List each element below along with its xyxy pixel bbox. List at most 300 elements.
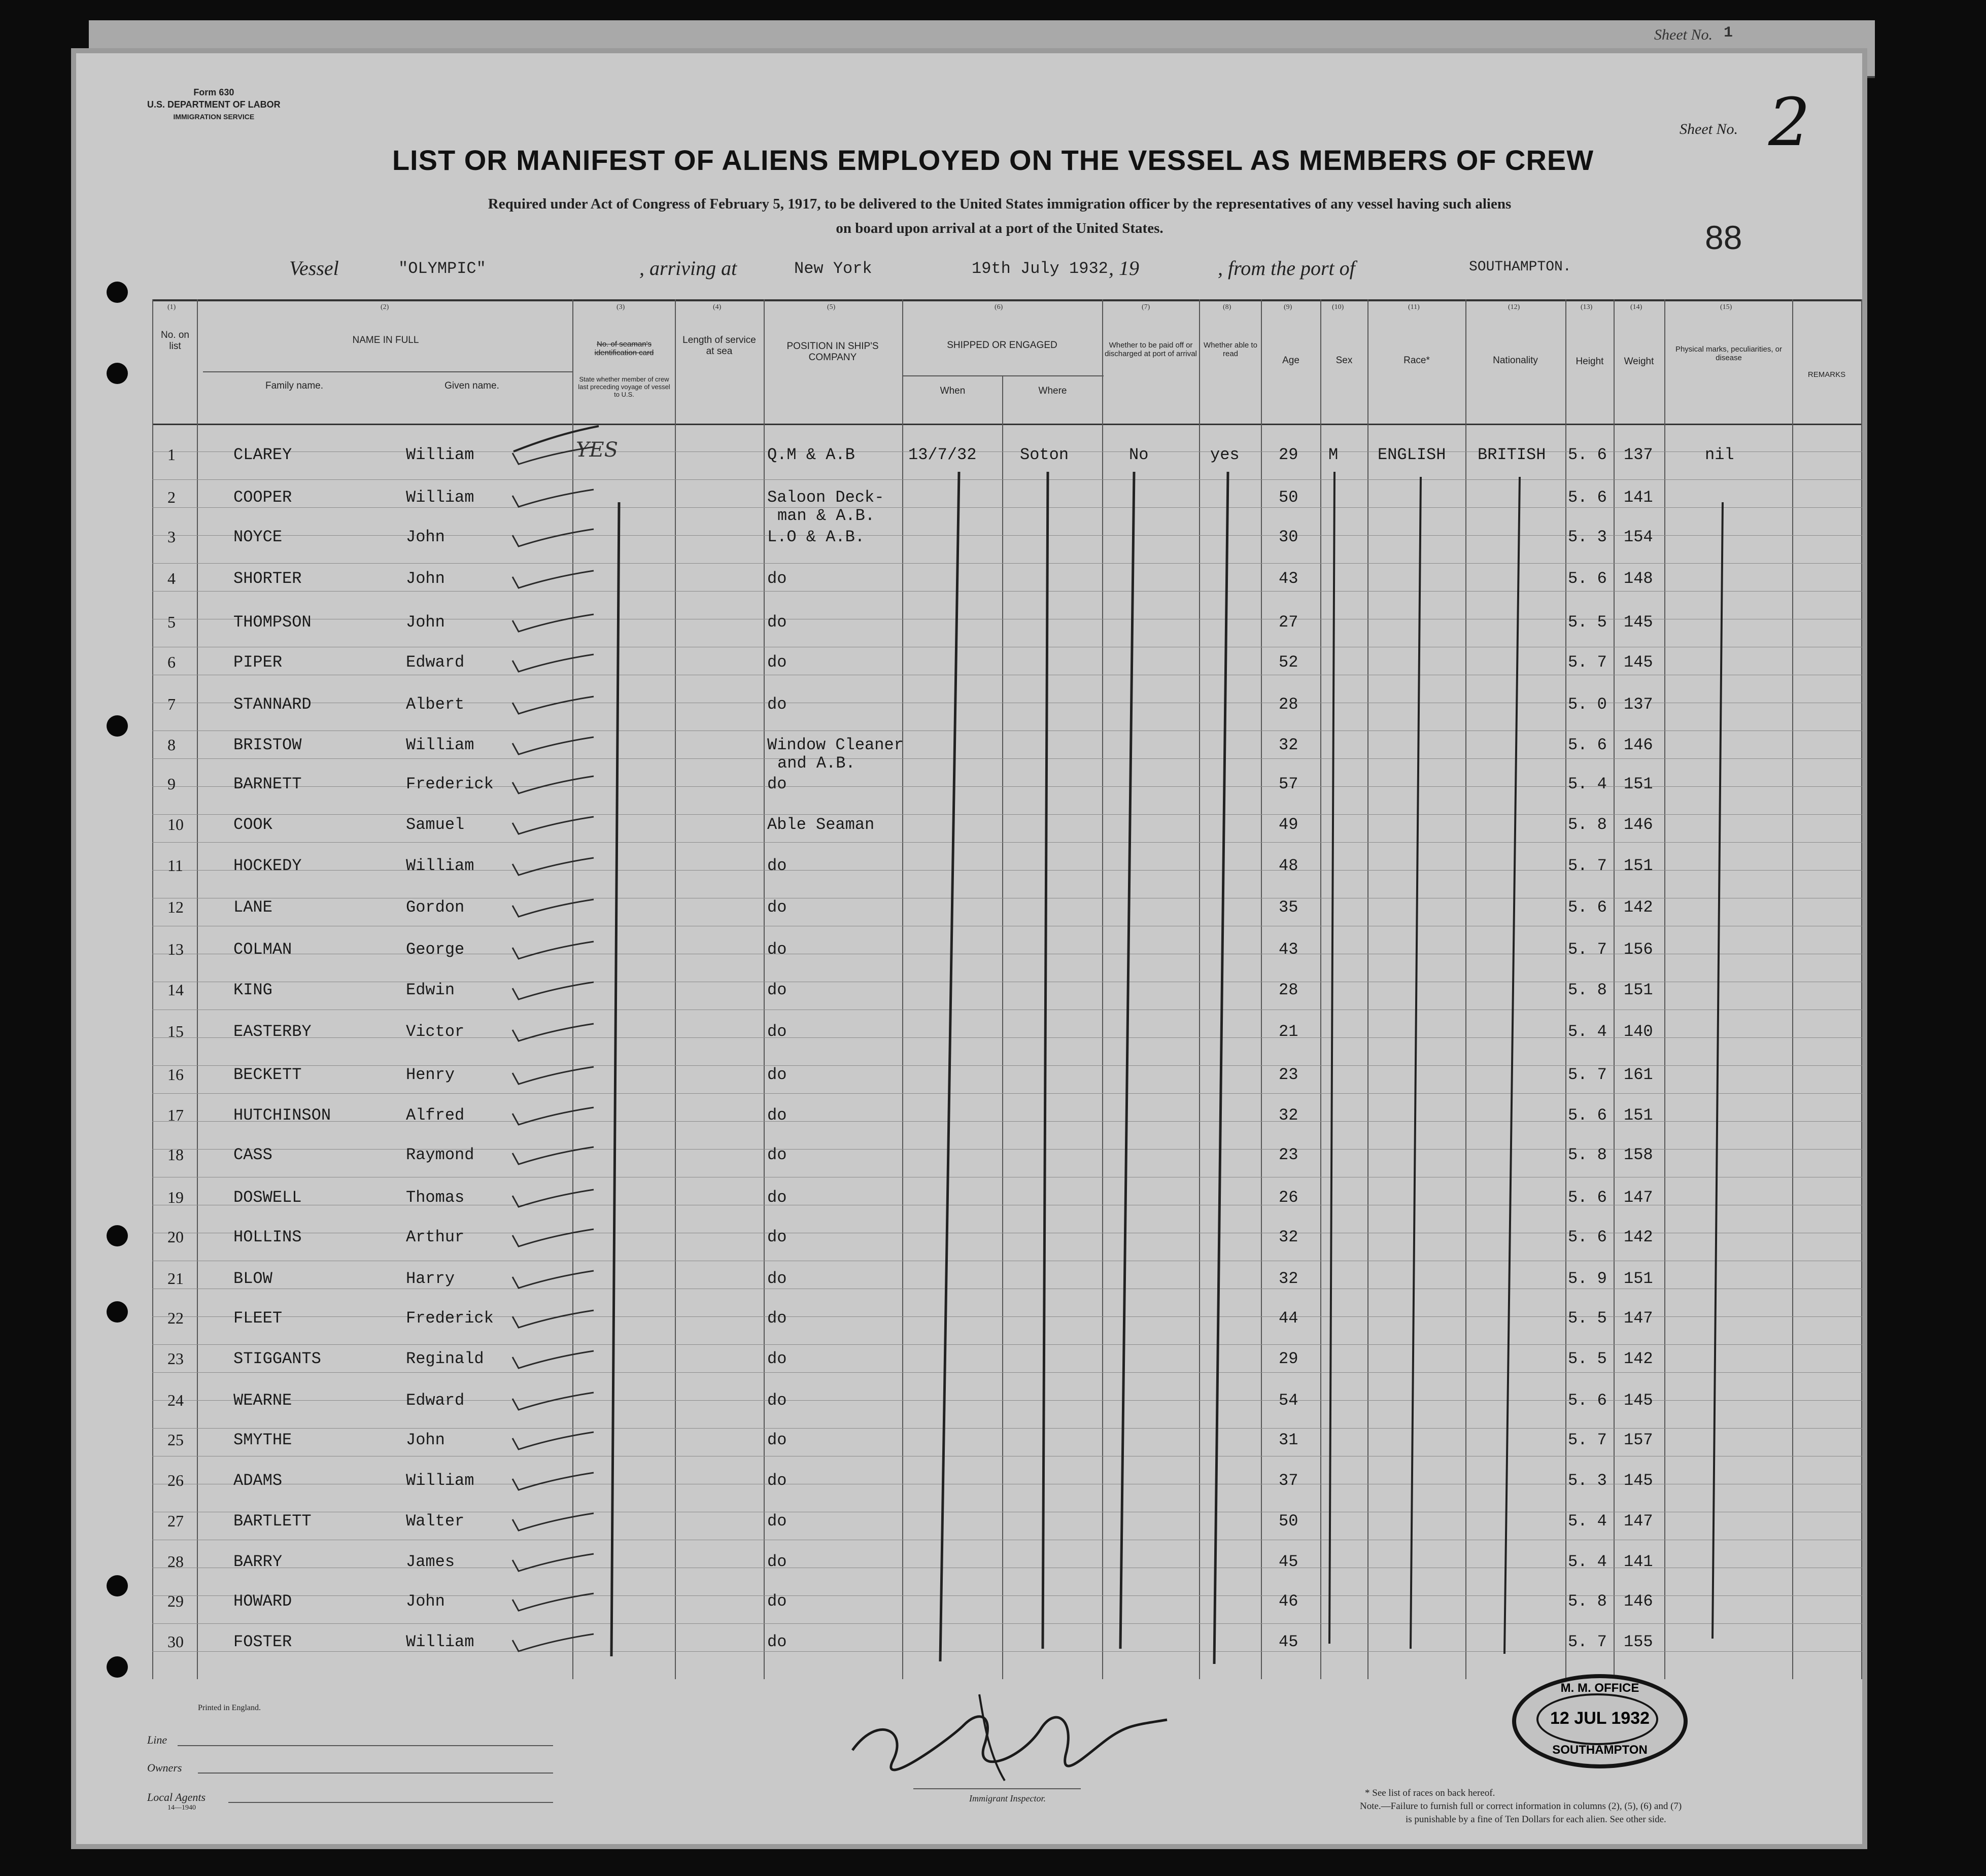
age: 57 [1279,775,1298,793]
binder-hole [107,1656,128,1678]
stamp-bottom-text: SOUTHAMPTON [1552,1743,1648,1757]
handwritten-annotation: 88 [1705,219,1742,256]
family-name: COLMAN [233,940,292,959]
header-height: Height [1576,356,1604,367]
given-name: John [406,1592,445,1611]
stamp-date: 12 JUL 1932 [1550,1709,1650,1728]
row-number: 5 [167,613,176,631]
header-able-to-read: Whether able to read [1204,341,1257,358]
height: 5. 4 [1568,1512,1607,1531]
family-name: COOK [233,815,272,834]
family-name: HOLLINS [233,1228,302,1246]
age: 50 [1279,1512,1298,1531]
age: 29 [1279,445,1298,464]
weight: 156 [1624,940,1653,959]
family-name: HUTCHINSON [233,1106,331,1125]
header-weight: Weight [1624,356,1654,367]
vessel-label: Vessel [289,257,339,280]
height: 5. 6 [1568,1228,1607,1246]
position: do [767,1512,787,1531]
given-name: Walter [406,1512,465,1531]
agents-rule [228,1802,553,1803]
family-name: DOSWELL [233,1188,302,1207]
position: do [767,613,787,632]
paid-off: No [1129,445,1149,464]
position: do [767,1269,787,1288]
age: 43 [1279,940,1298,959]
height: 5. 6 [1568,445,1607,464]
header-name-in-full: NAME IN FULL [352,335,419,345]
weight: 147 [1624,1512,1653,1531]
position: do [767,569,787,588]
height: 5. 8 [1568,1592,1607,1611]
family-name: SHORTER [233,569,302,588]
header-where: Where [1038,386,1067,396]
given-name: William [406,856,474,875]
subtitle-line-1: Required under Act of Congress of February 5, 1917, to be delivered to the United States immigration officer by the representatives of any vessel having such aliens [488,196,1512,212]
weight: 146 [1624,1592,1653,1611]
family-name: BARTLETT [233,1512,312,1531]
weight: 145 [1624,653,1653,672]
row-number: 4 [167,569,176,587]
age: 45 [1279,1632,1298,1651]
height: 5. 6 [1568,1106,1607,1125]
age: 26 [1279,1188,1298,1207]
age: 31 [1279,1431,1298,1449]
height: 5. 4 [1568,1552,1607,1571]
row-number: 3 [167,528,176,546]
position: do [767,1592,787,1611]
family-name: NOYCE [233,528,283,546]
colnum-7: (7) [1142,303,1150,311]
underlying-sheet-no-value: 1 [1723,24,1733,42]
weight: 148 [1624,569,1653,588]
weight: 151 [1624,775,1653,793]
inspector-rule [913,1788,1081,1789]
weight: 161 [1624,1065,1653,1084]
printed-in-england: Printed in England. [198,1704,261,1712]
height: 5. 8 [1568,815,1607,834]
height: 5. 3 [1568,528,1607,546]
position: do [767,1632,787,1651]
race-note: * See list of races on back hereof. [1365,1788,1495,1798]
row-number: 22 [167,1309,184,1327]
weight: 146 [1624,815,1653,834]
header-nationality: Nationality [1493,355,1538,366]
age: 32 [1279,736,1298,754]
height: 5. 0 [1568,695,1607,714]
stamp-top-text: M. M. OFFICE [1560,1681,1639,1695]
form-number: Form 630 [193,87,234,97]
position: do [767,1106,787,1125]
row-number: 18 [167,1145,184,1164]
age: 28 [1279,695,1298,714]
weight: 151 [1624,856,1653,875]
position: Able Seaman [767,815,875,834]
colnum-12: (12) [1508,303,1520,311]
weight: 154 [1624,528,1653,546]
height: 5. 7 [1568,1431,1607,1449]
height: 5. 7 [1568,653,1607,672]
given-name: John [406,528,445,546]
weight: 140 [1624,1022,1653,1041]
colnum-13: (13) [1581,303,1593,311]
height: 5. 8 [1568,981,1607,999]
weight: 137 [1624,445,1653,464]
given-name: Frederick [406,1309,494,1328]
age: 23 [1279,1145,1298,1164]
colnum-11: (11) [1408,303,1420,311]
given-name: Henry [406,1065,455,1084]
given-name: Alfred [406,1106,465,1125]
position: L.O & A.B. [767,528,865,546]
given-name: Edwin [406,981,455,999]
row-number: 10 [167,815,184,833]
row-number: 12 [167,898,184,916]
row-number: 8 [167,736,176,754]
weight: 141 [1624,488,1653,507]
position: do [767,1391,787,1410]
family-name: EASTERBY [233,1022,312,1041]
row-number: 30 [167,1632,184,1651]
position: Saloon Deck- [767,488,884,507]
age: 29 [1279,1349,1298,1368]
family-name: HOWARD [233,1592,292,1611]
underlying-sheet-no-label: Sheet No. [1654,26,1713,43]
given-name: William [406,445,474,464]
penalty-note-2: is punishable by a fine of Ten Dollars for each alien. See other side. [1406,1814,1666,1825]
age: 54 [1279,1391,1298,1410]
given-name: John [406,613,445,632]
height: 5. 8 [1568,1145,1607,1164]
age: 32 [1279,1269,1298,1288]
weight: 142 [1624,1228,1653,1246]
family-name: BARNETT [233,775,302,793]
family-name: WEARNE [233,1391,292,1410]
able-to-read: yes [1210,445,1240,464]
given-name: John [406,1431,445,1449]
colnum-6: (6) [995,303,1003,311]
colnum-5: (5) [827,303,836,311]
given-name: William [406,488,474,507]
position: do [767,1188,787,1207]
from-port: SOUTHAMPTON. [1469,259,1571,275]
position: do [767,653,787,672]
shipped-when: 13/7/32 [908,445,977,464]
family-name: BECKETT [233,1065,302,1084]
position-continued: man & A.B. [777,506,875,525]
age: 50 [1279,488,1298,507]
position: do [767,898,787,917]
height: 5. 5 [1568,1349,1607,1368]
previous-voyage-answer: YES [576,438,619,462]
arrival-date: 19th July 1932 [972,259,1108,278]
height: 5. 3 [1568,1471,1607,1490]
race: ENGLISH [1378,445,1446,464]
height: 5. 6 [1568,569,1607,588]
row-number: 28 [167,1552,184,1571]
row-number: 27 [167,1512,184,1530]
age: 30 [1279,528,1298,546]
position: do [767,1309,787,1328]
row-number: 1 [167,445,176,464]
crew-table [152,299,1862,1679]
position: do [767,856,787,875]
owners-label: Owners [147,1761,182,1774]
year-label: , 19 [1109,257,1139,280]
row-number: 16 [167,1065,184,1084]
header-position: POSITION IN SHIP'S COMPANY [786,341,879,363]
binder-hole [107,1301,128,1323]
physical-marks: nil [1705,445,1734,464]
family-name: KING [233,981,272,999]
given-name: Samuel [406,815,465,834]
family-name: BARRY [233,1552,283,1571]
position: do [767,1228,787,1246]
row-number: 29 [167,1592,184,1610]
weight: 147 [1624,1188,1653,1207]
position: Q.M & A.B [767,445,855,464]
page-subtitle [315,192,1685,240]
subtitle-line-2: on board upon arrival at a port of the United States. [836,220,1163,236]
colnum-3: (3) [617,303,625,311]
weight: 151 [1624,1106,1653,1125]
header-remarks: REMARKS [1807,370,1846,379]
given-name: Edward [406,1391,465,1410]
position: do [767,1431,787,1449]
position: do [767,775,787,793]
row-number: 11 [167,856,183,875]
given-name: Victor [406,1022,465,1041]
given-name: James [406,1552,455,1571]
binder-hole [107,715,128,737]
office-stamp [1512,1674,1688,1768]
colnum-9: (9) [1284,303,1292,311]
weight: 145 [1624,1471,1653,1490]
header-race: Race* [1403,355,1430,366]
colnum-14: (14) [1630,303,1642,311]
header-paid-off: Whether to be paid off or discharged at port of arrival [1105,341,1197,358]
line-label: Line [147,1733,167,1746]
position: do [767,695,787,714]
family-name: ADAMS [233,1471,283,1490]
position: do [767,1022,787,1041]
given-name: Gordon [406,898,465,917]
given-name: Arthur [406,1228,465,1246]
penalty-note-1: Note.—Failure to furnish full or correct information in columns (2), (5), (6) and (7) [1360,1801,1682,1812]
row-number: 19 [167,1188,184,1206]
age: 43 [1279,569,1298,588]
colnum-15: (15) [1720,303,1732,311]
header-sex: Sex [1336,355,1353,366]
given-name: William [406,1632,474,1651]
ditto-strokes [152,299,1862,1679]
binder-hole [107,1225,128,1246]
row-number: 21 [167,1269,184,1288]
age: 32 [1279,1228,1298,1246]
height: 5. 4 [1568,775,1607,793]
age: 37 [1279,1471,1298,1490]
sheet-no-value: 2 [1768,84,1810,161]
position: do [767,1349,787,1368]
height: 5. 6 [1568,488,1607,507]
weight: 151 [1624,1269,1653,1288]
row-number: 6 [167,653,176,671]
given-name: Edward [406,653,465,672]
family-name: THOMPSON [233,613,312,632]
row-number: 20 [167,1228,184,1246]
page-title: LIST OR MANIFEST OF ALIENS EMPLOYED ON THE VESSEL AS MEMBERS OF CREW [392,144,1594,176]
age: 46 [1279,1592,1298,1611]
local-agents-label: Local Agents [147,1791,206,1803]
given-name: William [406,736,474,754]
family-name: PIPER [233,653,283,672]
nationality: BRITISH [1478,445,1546,464]
header-length-service: Length of service at sea [682,335,756,357]
height: 5. 5 [1568,613,1607,632]
age: 44 [1279,1309,1298,1328]
age: 23 [1279,1065,1298,1084]
family-name: LANE [233,898,272,917]
age: 49 [1279,815,1298,834]
family-name: STANNARD [233,695,312,714]
department-name: U.S. DEPARTMENT OF LABOR [147,99,281,110]
family-name: BLOW [233,1269,272,1288]
colnum-4: (4) [713,303,722,311]
binder-hole [107,1575,128,1596]
position: do [767,981,787,999]
row-number: 14 [167,981,184,999]
from-port-label: , from the port of [1218,257,1355,280]
height: 5. 6 [1568,736,1607,754]
given-name: George [406,940,465,959]
age: 32 [1279,1106,1298,1125]
row-number: 24 [167,1391,184,1409]
family-name: CASS [233,1145,272,1164]
weight: 146 [1624,736,1653,754]
colnum-10: (10) [1332,303,1344,311]
row-number: 13 [167,940,184,958]
row-number: 17 [167,1106,184,1124]
height: 5. 7 [1568,1065,1607,1084]
given-name: Reginald [406,1349,484,1368]
height: 5. 6 [1568,1188,1607,1207]
position: do [767,1471,787,1490]
position-continued: and A.B. [777,754,855,773]
form-header [147,86,281,123]
given-name: Harry [406,1269,455,1288]
weight: 155 [1624,1632,1653,1651]
weight: 147 [1624,1309,1653,1328]
line-rule [178,1745,553,1746]
position: do [767,1552,787,1571]
header-id-card-struck: No. of seaman's identification card [594,340,654,357]
binder-hole [107,363,128,384]
sheet-no-label: Sheet No. [1680,121,1738,137]
header-no-on-list: No. on list [161,330,189,352]
weight: 142 [1624,898,1653,917]
binder-hole [107,282,128,303]
height: 5. 7 [1568,1632,1607,1651]
header-age: Age [1282,355,1299,366]
header-when: When [940,386,966,396]
height: 5. 7 [1568,856,1607,875]
height: 5. 4 [1568,1022,1607,1041]
weight: 142 [1624,1349,1653,1368]
weight: 141 [1624,1552,1653,1571]
row-number: 26 [167,1471,184,1489]
height: 5. 6 [1568,898,1607,917]
given-name: William [406,1471,474,1490]
weight: 145 [1624,613,1653,632]
given-name: John [406,569,445,588]
height: 5. 5 [1568,1309,1607,1328]
height: 5. 6 [1568,1391,1607,1410]
family-name: CLAREY [233,445,292,464]
age: 48 [1279,856,1298,875]
family-name: STIGGANTS [233,1349,321,1368]
row-number: 2 [167,488,176,506]
given-name: Albert [406,695,465,714]
weight: 151 [1624,981,1653,999]
arriving-label: , arriving at [639,257,737,280]
position: do [767,940,787,959]
header-previous-voyage: State whether member of crew last preceding voyage of vessel to U.S. [578,375,670,398]
row-number: 7 [167,695,176,713]
row-number: 9 [167,775,176,793]
height: 5. 9 [1568,1269,1607,1288]
owners-rule [198,1773,553,1774]
header-shipped-engaged: SHIPPED OR ENGAGED [947,340,1057,351]
age: 27 [1279,613,1298,632]
colnum-2: (2) [381,303,389,311]
age: 52 [1279,653,1298,672]
family-name: HOCKEDY [233,856,302,875]
given-name: Raymond [406,1145,474,1164]
position: do [767,1065,787,1084]
row-number: 15 [167,1022,184,1040]
family-name: FLEET [233,1309,283,1328]
row-number: 23 [167,1349,184,1368]
weight: 137 [1624,695,1653,714]
age: 21 [1279,1022,1298,1041]
weight: 158 [1624,1145,1653,1164]
service-name: IMMIGRATION SERVICE [173,113,255,121]
age: 45 [1279,1552,1298,1571]
vessel-name: "OLYMPIC" [398,259,486,278]
family-name: BRISTOW [233,736,302,754]
arriving-port: New York [794,259,872,278]
sex: M [1328,445,1339,464]
family-name: FOSTER [233,1632,292,1651]
age: 35 [1279,898,1298,917]
header-family-name: Family name. [265,380,324,391]
position: Window Cleaner [767,736,904,754]
inspector-label: Immigrant Inspector. [969,1793,1046,1803]
local-agents-code: 14—1940 [167,1804,196,1812]
header-physical-marks: Physical marks, peculiarities, or disease [1675,345,1783,362]
given-name: Thomas [406,1188,465,1207]
age: 28 [1279,981,1298,999]
family-name: COOPER [233,488,292,507]
shipped-where: Soton [1020,445,1069,464]
footnote [1360,1787,1817,1826]
weight: 145 [1624,1391,1653,1410]
weight: 157 [1624,1431,1653,1449]
colnum-1: (1) [167,303,176,311]
row-number: 25 [167,1431,184,1449]
colnum-8: (8) [1223,303,1231,311]
